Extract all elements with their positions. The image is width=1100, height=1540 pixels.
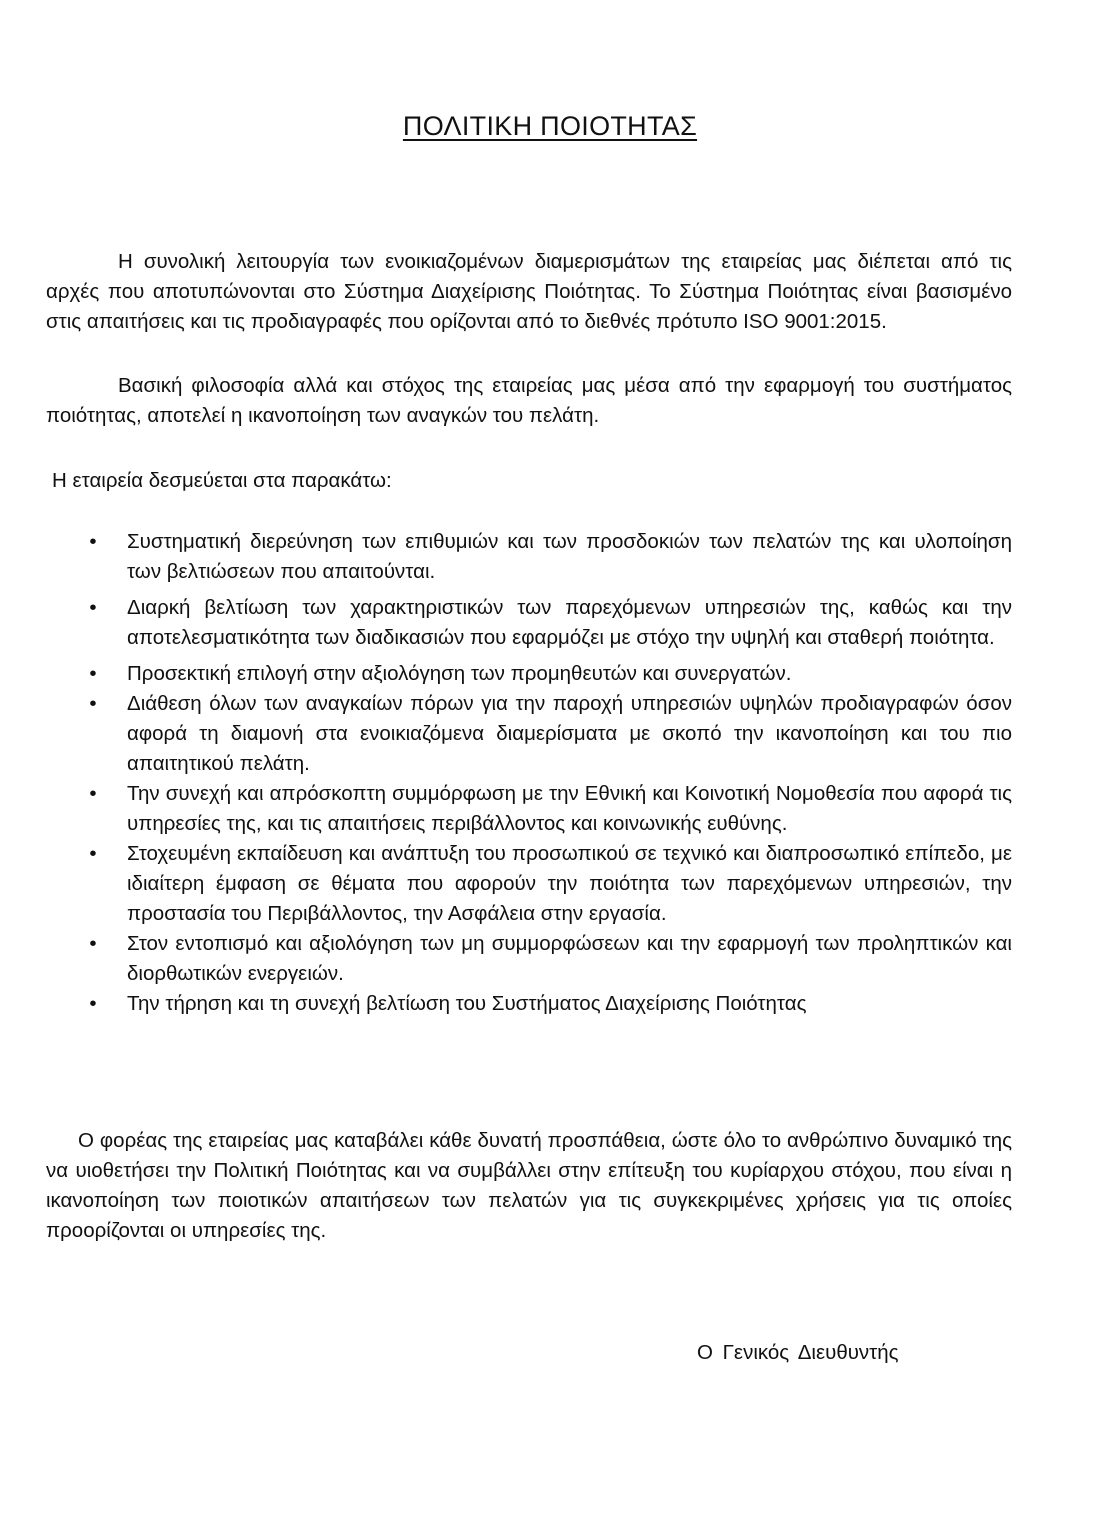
commitment-text: Την συνεχή και απρόσκοπτη συμμόρφωση με την Εθνική και Κοινοτική Νομοθεσία που αφορά τις υπηρεσίες της, και τις απαιτήσεις περιβάλλοντος και κοινωνικής ευθύνης.: [127, 782, 1012, 835]
commitment-text: Διάθεση όλων των αναγκαίων πόρων για την παροχή υπηρεσιών υψηλών προδιαγραφών όσον αφορά τη διαμονή στα ενοικιαζόμενα διαμερίσματα με σκοπό την ικανοποίηση και του πιο απαιτητικού πελάτη.: [127, 692, 1012, 775]
bullet-icon: •: [89, 992, 97, 1015]
commitment-text: Προσεκτική επιλογή στην αξιολόγηση των προμηθευτών και συνεργατών.: [127, 662, 792, 685]
bullet-icon: •: [89, 530, 97, 553]
commitment-text: Διαρκή βελτίωση των χαρακτηριστικών των παρεχόμενων υπηρεσιών της, καθώς και την αποτελεσματικότητα των διαδικασιών που εφαρμόζει με στόχο την υψηλή και σταθερή ποιότητα.: [127, 596, 1012, 649]
commitments-list: [89, 527, 1012, 1019]
bullet-icon: •: [89, 662, 97, 685]
signature: Ο Γενικός Διευθυντής: [697, 1341, 899, 1364]
intro-paragraph-1: Η συνολική λειτουργία των ενοικιαζομένων διαμερισμάτων της εταιρείας μας διέπεται από τις αρχές που αποτυπώνονται στο Σύστημα Διαχείρισης Ποιότητας. Το Σύστημα Ποιότητας είναι βασισμένο στις απαιτήσεις και τις προδιαγραφές που ορίζονται από το διεθνές πρότυπο ISO 9001:2015.: [46, 250, 1012, 333]
closing-paragraph: Ο φορέας της εταιρείας μας καταβάλει κάθε δυνατή προσπάθεια, ώστε όλο το ανθρώπινο δυναμικό της να υιοθετήσει την Πολιτική Ποιότητας και να συμβάλλει στην επίτευξη του κυρίαρχου στόχου, που είναι η ικανοποίηση των ποιοτικών απαιτήσεων των πελατών για τις συγκεκριμένες χρήσεις για τις οποίες προορίζονται οι υπηρεσίες της.: [46, 1129, 1012, 1242]
commitment-item: [89, 527, 1012, 587]
bullet-icon: •: [89, 932, 97, 955]
commitment-item: [89, 989, 1012, 1019]
intro-paragraph-2: Βασική φιλοσοφία αλλά και στόχος της εταιρείας μας μέσα από την εφαρμογή του συστήματος ποιότητας, αποτελεί η ικανοποίηση των αναγκών του πελάτη.: [46, 374, 1012, 427]
bullet-icon: •: [89, 596, 97, 619]
document-title: ΠΟΛΙΤΙΚΗ ΠΟΙΟΤΗΤΑΣ: [402, 111, 698, 141]
bullet-icon: •: [89, 782, 97, 805]
commitment-text: Στοχευμένη εκπαίδευση και ανάπτυξη του προσωπικού σε τεχνικό και διαπροσωπικό επίπεδο, με ιδιαίτερη έμφαση σε θέματα που αφορούν την ποιότητα των παρεχόμενων υπηρεσιών, την προστασία του Περιβάλλοντος, την Ασφάλεια στην εργασία.: [127, 842, 1012, 925]
commitment-item: [89, 593, 1012, 653]
commitment-item: [89, 779, 1012, 839]
bullet-icon: •: [89, 842, 97, 865]
commitment-item: [89, 839, 1012, 929]
commitment-item: [89, 689, 1012, 779]
commitment-text: Στον εντοπισμό και αξιολόγηση των μη συμμορφώσεων και την εφαρμογή των προληπτικών και διορθωτικών ενεργειών.: [127, 932, 1012, 985]
commitment-item: [89, 659, 1012, 689]
bullet-icon: •: [89, 692, 97, 715]
commitment-text: Την τήρηση και τη συνεχή βελτίωση του Συστήματος Διαχείρισης Ποιότητας: [127, 992, 807, 1015]
commitment-item: [89, 929, 1012, 989]
commitments-intro: Η εταιρεία δεσμεύεται στα παρακάτω:: [52, 469, 392, 492]
commitment-text: Συστηματική διερεύνηση των επιθυμιών και των προσδοκιών των πελατών της και υλοποίηση των βελτιώσεων που απαιτούνται.: [127, 530, 1012, 583]
